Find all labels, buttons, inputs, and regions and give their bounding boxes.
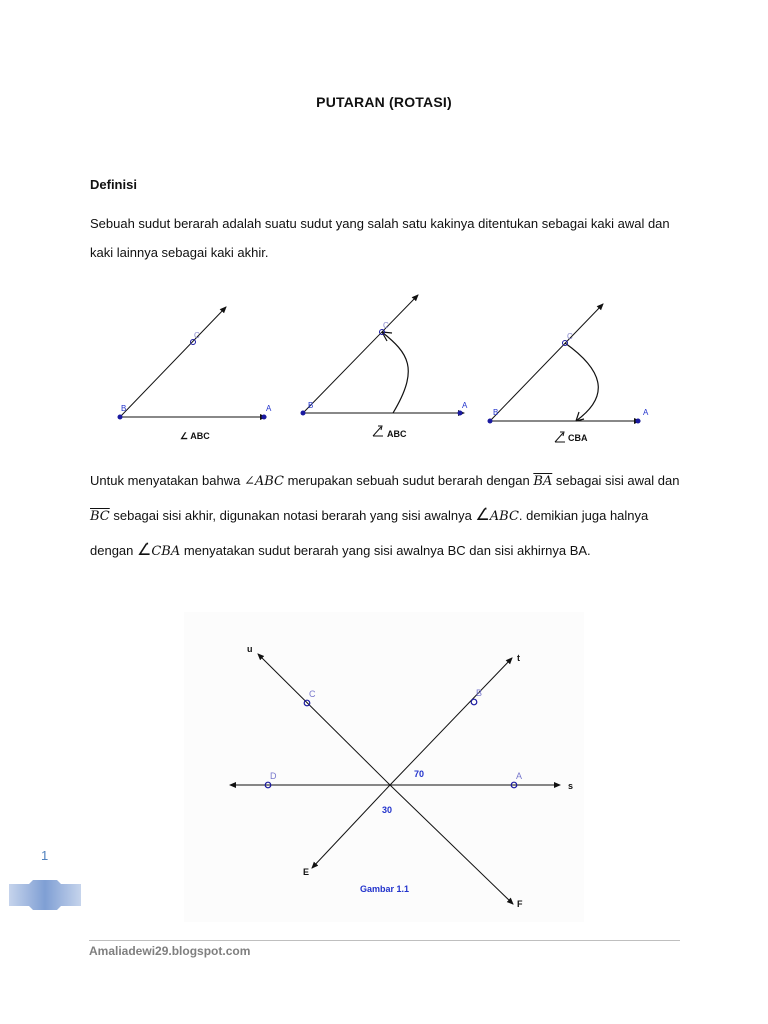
directed-angle-figure [90, 280, 680, 450]
label-a: A [516, 771, 523, 781]
angle-label-30: 30 [382, 805, 393, 815]
panel2-caption: ABC [387, 429, 407, 439]
panel1-caption: ∠ ABC [180, 431, 210, 441]
page-number: 1 [41, 848, 49, 863]
panel2-label-b: B [308, 401, 314, 410]
math-angle-abc: ∠ABC [243, 474, 284, 489]
label-e: E [303, 867, 310, 877]
page-tab-decoration [9, 880, 81, 910]
footer-blog-url: Amaliadewi29.blogspot.com [89, 944, 251, 958]
directed-angle-icon: ∠̇ [137, 540, 152, 559]
panel1-label-c: C [194, 331, 200, 340]
math-segment-ba: $\overline{BA}$ [533, 474, 553, 489]
panel3-label-b: B [493, 408, 499, 417]
label-c: C [309, 689, 316, 699]
panel3-label-a: A [643, 408, 649, 417]
angle-panel-3 [488, 304, 650, 443]
math-segment-bc: $\overline{BC}$ [90, 509, 110, 524]
panel3-label-c: C [567, 332, 573, 341]
footer-divider [89, 940, 680, 941]
angle-panel-1 [118, 307, 273, 441]
label-s: s [568, 781, 574, 791]
directed-angle-icon [555, 432, 565, 442]
panel1-label-b: B [121, 404, 127, 413]
label-u: u [247, 644, 253, 654]
angle-label-70: 70 [414, 769, 425, 779]
panel2-label-a: A [462, 401, 468, 410]
panel2-label-c: C [383, 321, 389, 330]
rotation-lines-figure [184, 612, 584, 922]
definition-paragraph: Sebuah sudut berarah adalah suatu sudut yang salah satu kakinya ditentukan sebagai kaki awal dan kaki lainnya sebagai kaki akhir. [90, 216, 670, 260]
label-d: D [270, 771, 277, 781]
label-t: t [517, 653, 520, 663]
math-abc: ABC [489, 509, 519, 524]
notation-paragraph: Untuk menyatakan bahwa ∠ABC merupakan sebuah sudut berarah dengan $\overline{BA}$ sebagai sisi awal dan $\overline{BC}$ sebagai sisi akhir, digunakan notasi berarah yang sisi awalnya ∠̇ABC. demikian juga halnya dengan ∠̇CBA menyatakan sudut berarah yang sisi awalnya BC dan sisi akhirnya BA. [90, 473, 680, 559]
panel3-caption: CBA [568, 433, 588, 443]
page-title: PUTARAN (ROTASI) [316, 94, 452, 110]
panel1-label-a: A [266, 404, 272, 413]
directed-angle-icon: ∠̇ [475, 505, 490, 524]
math-cba: CBA [151, 544, 181, 559]
figure-caption: Gambar 1.1 [360, 884, 410, 894]
section-heading: Definisi [90, 177, 137, 192]
label-f: F [517, 899, 523, 909]
directed-angle-icon [373, 426, 383, 436]
angle-panel-2 [301, 295, 469, 439]
label-b: B [476, 688, 483, 698]
